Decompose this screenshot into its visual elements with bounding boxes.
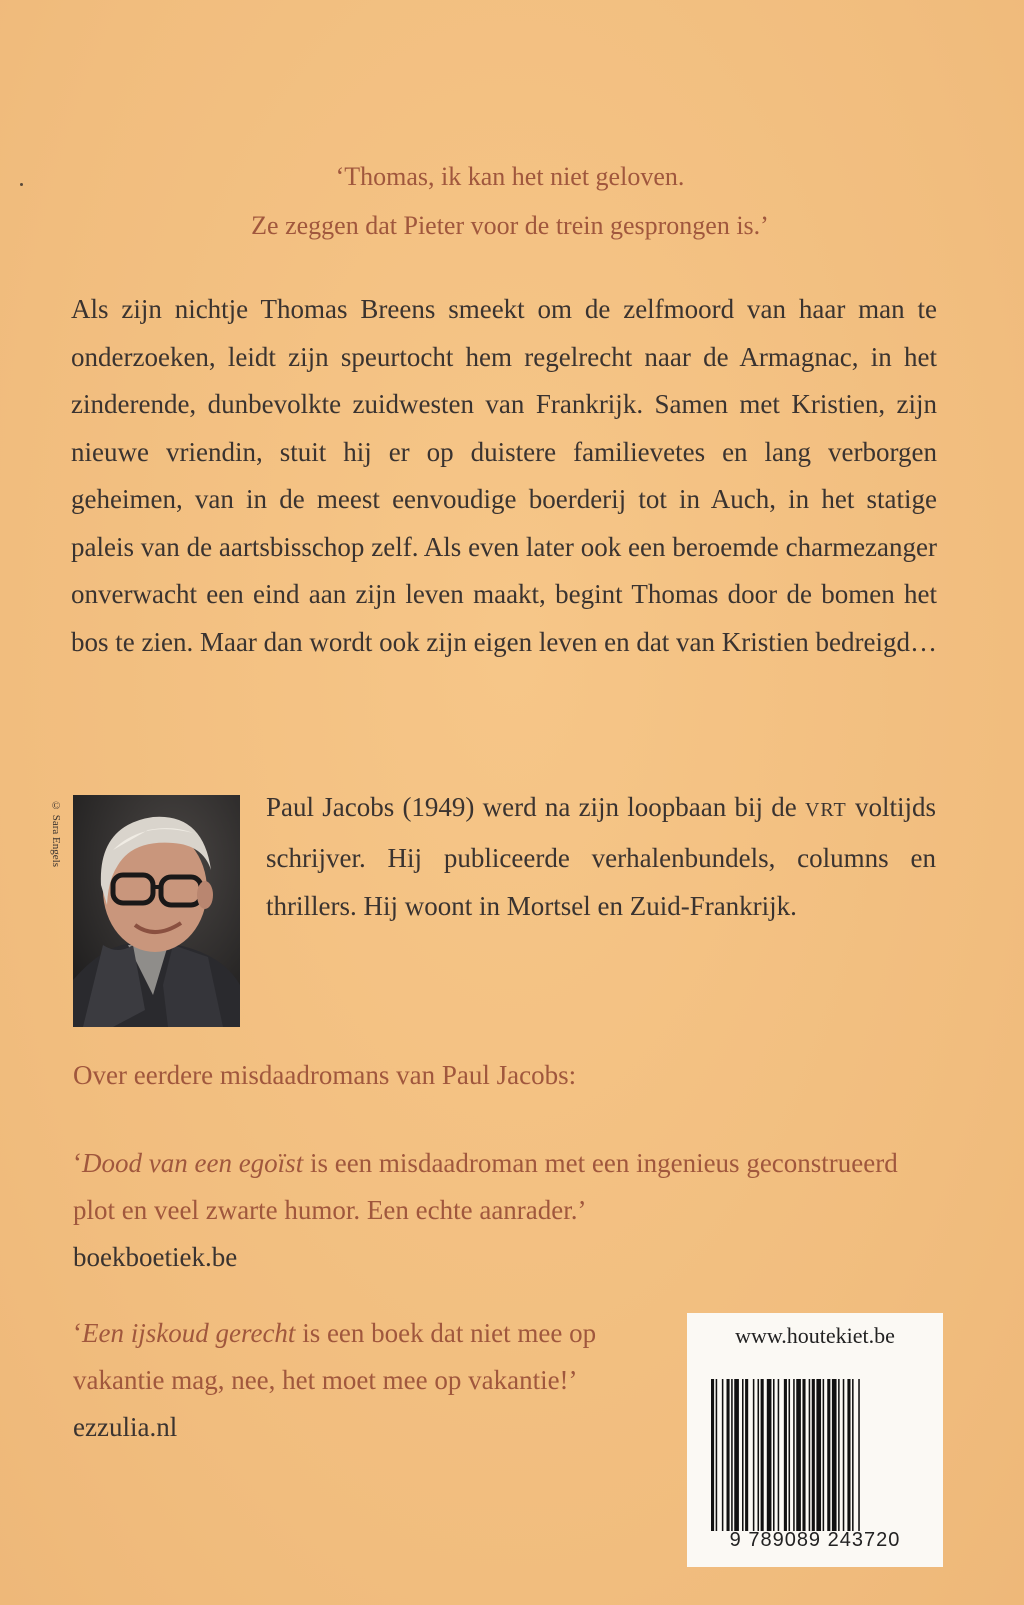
synopsis-text: Als zijn nichtje Thomas Breens smeekt om de zelfmoord van haar man te onderzoeken, leidt zijn speurtocht hem regelrecht naar de Armagnac, in het zinderende, dunbevolkte zuidwesten van Frankrijk. Samen met Kristien, zijn nieuwe vriendin, stuit hij er op duistere familievetes en lang verborgen geheimen, van in de meest eenvoudige boerderij tot in Auch, in het statige paleis van de aartsbisschop zelf. Als even later ook een beroemde charmezanger onverwacht een eind aan zijn leven maakt, begint Thomas door de bomen het bos te zien. Maar dan wordt ook zijn eigen leven en dat van Kristien bedreigd… bbox=[71, 294, 937, 657]
review-2 bbox=[73, 1310, 673, 1451]
review-1 bbox=[73, 1140, 943, 1281]
barcode-icon bbox=[711, 1379, 917, 1531]
bio-text-start: Paul Jacobs (1949) werd na zijn loopbaan bij de bbox=[266, 792, 805, 822]
author-portrait-icon bbox=[73, 795, 240, 1027]
photo-credit: © Sara Engels bbox=[50, 800, 62, 867]
quote-line-2: Ze zeggen dat Pieter voor de trein gesprongen is.’ bbox=[251, 211, 769, 240]
review-1-open-quote: ‘ bbox=[73, 1148, 82, 1178]
author-photo bbox=[73, 795, 240, 1027]
review-1-text: is een misdaadroman met een ingenieus geconstrueerd plot en veel zwarte humor. Een echte aanrader.’ bbox=[73, 1148, 898, 1225]
isbn-number: 9 789089 243720 bbox=[729, 1529, 901, 1551]
review-1-source: boekboetiek.be bbox=[73, 1242, 238, 1272]
review-2-open-quote: ‘ bbox=[73, 1318, 82, 1348]
print-speck bbox=[20, 183, 23, 186]
review-1-book-title: Dood van een egoïst bbox=[82, 1148, 304, 1178]
quote-line-1: ‘Thomas, ik kan het niet geloven. bbox=[335, 162, 685, 191]
author-bio bbox=[266, 783, 936, 930]
review-2-source: ezzulia.nl bbox=[73, 1412, 178, 1442]
reviews-heading: Over eerdere misdaadromans van Paul Jacobs: bbox=[73, 1060, 577, 1090]
synopsis bbox=[71, 286, 937, 666]
bio-abbreviation: VRT bbox=[804, 799, 847, 821]
review-2-book-title: Een ijskoud gerecht bbox=[82, 1318, 296, 1348]
review-2-text: is een boek dat niet mee op vakantie mag, nee, het moet mee op vakantie!’ bbox=[73, 1318, 597, 1395]
opening-quote bbox=[120, 152, 900, 250]
bio-text-end: voltijds schrijver. Hij publiceerde verhalenbundels, columns en thrillers. Hij woont in Mortsel en Zuid-Frankrijk. bbox=[266, 792, 936, 921]
publisher-url: www.houtekiet.be bbox=[735, 1323, 895, 1348]
barcode-panel bbox=[687, 1313, 943, 1567]
